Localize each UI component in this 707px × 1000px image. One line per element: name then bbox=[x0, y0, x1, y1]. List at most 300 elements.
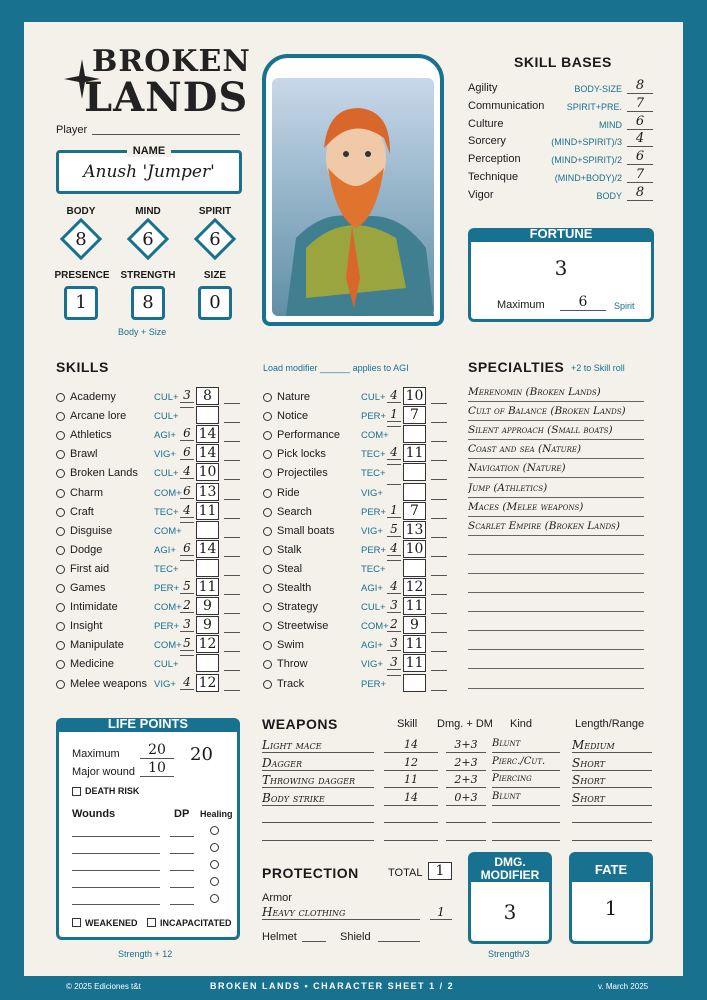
specialty-entry[interactable]: Coast and sea (Nature) bbox=[468, 443, 644, 459]
weapon-kind[interactable] bbox=[492, 808, 560, 823]
fortune-value[interactable]: 3 bbox=[554, 256, 568, 280]
healing-radio[interactable] bbox=[210, 877, 219, 886]
skill-mod[interactable] bbox=[387, 560, 401, 561]
skill-mod[interactable]: 4 bbox=[387, 579, 401, 594]
weapon-name[interactable]: Throwing dagger bbox=[262, 773, 374, 788]
skill-base: PER+ bbox=[154, 621, 180, 633]
specialty-entry[interactable]: Scarlet Empire (Broken Lands) bbox=[468, 520, 644, 536]
skill-value[interactable]: 10 bbox=[196, 463, 219, 481]
skill-base-value[interactable]: 7 bbox=[627, 167, 653, 183]
name-label: NAME bbox=[56, 145, 242, 157]
skill-extra-field[interactable] bbox=[431, 594, 447, 595]
skill-name: Games bbox=[70, 582, 106, 594]
weapon-kind[interactable]: Piercing bbox=[492, 773, 560, 788]
dp-field[interactable] bbox=[170, 836, 194, 837]
skill-extra-field[interactable] bbox=[224, 594, 240, 595]
weapon-skill[interactable]: 14 bbox=[384, 738, 438, 753]
skill-name: Athletics bbox=[70, 429, 112, 442]
skill-value[interactable]: 12 bbox=[196, 674, 219, 692]
skill-mod[interactable]: 4 bbox=[387, 445, 401, 460]
skill-base-name: Communication bbox=[468, 99, 545, 112]
weapon-skill[interactable]: 11 bbox=[384, 773, 438, 788]
logo-line1: BROKEN bbox=[92, 44, 251, 79]
skill-value[interactable]: 11 bbox=[403, 654, 426, 672]
skill-extra-field[interactable] bbox=[431, 556, 447, 557]
weapon-skill[interactable] bbox=[384, 826, 438, 841]
skill-base-formula: MIND bbox=[599, 119, 622, 130]
wound-field[interactable] bbox=[72, 853, 160, 854]
specialty-entry[interactable]: Cult of Balance (Broken Lands) bbox=[468, 405, 644, 421]
skill-mod[interactable]: 2 bbox=[387, 617, 401, 632]
wound-field[interactable] bbox=[72, 870, 160, 871]
skill-extra-field[interactable] bbox=[224, 499, 240, 500]
weapon-dmg[interactable]: 0+3 bbox=[446, 791, 486, 806]
weapon-skill[interactable] bbox=[384, 808, 438, 823]
skill-mod[interactable]: 3 bbox=[387, 655, 401, 670]
lp-maximum-value[interactable]: 20 bbox=[140, 742, 174, 759]
wound-field[interactable] bbox=[72, 904, 160, 905]
weapon-dmg[interactable]: 2+3 bbox=[446, 756, 486, 771]
footer-version: v. March 2025 bbox=[598, 982, 649, 991]
size-label: SIZE bbox=[203, 270, 227, 281]
skill-extra-field[interactable] bbox=[224, 460, 240, 461]
specialty-entry[interactable] bbox=[468, 596, 644, 612]
skill-base: CUL+ bbox=[154, 468, 179, 480]
weapon-name[interactable] bbox=[262, 826, 374, 841]
skill-extra-field[interactable] bbox=[224, 690, 240, 691]
healing-radio[interactable] bbox=[210, 894, 219, 903]
skill-extra-field[interactable] bbox=[224, 537, 240, 538]
weapon-kind[interactable]: Blunt bbox=[492, 791, 560, 806]
skill-radio[interactable] bbox=[56, 489, 65, 498]
healing-radio[interactable] bbox=[210, 826, 219, 835]
skill-value[interactable]: 8 bbox=[196, 387, 219, 405]
skill-extra-field[interactable] bbox=[431, 651, 447, 652]
specialty-entry[interactable] bbox=[468, 673, 644, 689]
shield-label: Shield bbox=[340, 931, 371, 943]
skill-name: Medicine bbox=[70, 658, 115, 671]
specialties-note: +2 to Skill roll bbox=[571, 363, 625, 373]
helmet-field[interactable] bbox=[302, 941, 326, 942]
skill-radio[interactable] bbox=[263, 508, 272, 517]
skill-extra-field[interactable] bbox=[431, 441, 447, 442]
specialty-entry[interactable] bbox=[468, 577, 644, 593]
weapon-dmg[interactable]: 2+3 bbox=[446, 773, 486, 788]
weapon-range[interactable] bbox=[572, 808, 652, 823]
skill-extra-field[interactable] bbox=[224, 632, 240, 633]
skill-radio[interactable] bbox=[56, 527, 65, 536]
skill-radio[interactable] bbox=[263, 489, 272, 498]
skill-value[interactable]: 11 bbox=[403, 597, 426, 615]
wound-field[interactable] bbox=[72, 836, 160, 837]
weapon-range[interactable]: Short bbox=[572, 756, 652, 771]
healing-radio[interactable] bbox=[210, 843, 219, 852]
body-value[interactable]: 8 bbox=[75, 229, 87, 250]
skill-name: Charm bbox=[70, 486, 104, 499]
skill-value[interactable] bbox=[403, 483, 426, 501]
weapon-kind[interactable]: Pierc./Cut. bbox=[492, 756, 560, 771]
skill-base-value[interactable]: 8 bbox=[627, 78, 653, 94]
skill-mod[interactable]: 1 bbox=[387, 407, 401, 422]
skill-value[interactable]: 11 bbox=[196, 502, 219, 520]
fate-value[interactable]: 1 bbox=[604, 896, 618, 920]
weapon-name[interactable]: Light mace bbox=[262, 738, 374, 753]
skill-value[interactable]: 10 bbox=[403, 387, 426, 405]
skill-radio[interactable] bbox=[56, 393, 65, 402]
fortune-maximum-note: Spirit bbox=[614, 301, 635, 311]
skill-base-formula: (MIND+SPIRIT)/3 bbox=[551, 137, 622, 148]
dmg-modifier-note: Strength/3 bbox=[488, 949, 530, 959]
skill-base: PER+ bbox=[361, 544, 387, 556]
skill-radio[interactable] bbox=[56, 584, 65, 593]
skill-value[interactable]: 7 bbox=[403, 502, 426, 520]
strength-value[interactable]: 8 bbox=[142, 292, 154, 313]
skill-value[interactable] bbox=[403, 425, 426, 443]
fortune-maximum-value[interactable]: 6 bbox=[560, 294, 606, 311]
skill-name: Swim bbox=[277, 639, 304, 652]
specialty-entry[interactable] bbox=[468, 558, 644, 574]
skill-value[interactable]: 11 bbox=[403, 444, 426, 462]
weakened-checkbox[interactable] bbox=[72, 918, 81, 927]
skill-extra-field[interactable] bbox=[431, 613, 447, 614]
skill-radio[interactable] bbox=[263, 584, 272, 593]
player-field[interactable] bbox=[92, 134, 240, 135]
skill-extra-field[interactable] bbox=[431, 422, 447, 423]
skill-name: Small boats bbox=[277, 524, 335, 537]
skill-value[interactable] bbox=[196, 654, 219, 672]
weapon-range[interactable]: Short bbox=[572, 773, 652, 788]
lp-major-wound-value[interactable]: 10 bbox=[140, 760, 174, 777]
weapon-kind[interactable] bbox=[492, 826, 560, 841]
skill-base: TEC+ bbox=[154, 563, 179, 575]
skill-extra-field[interactable] bbox=[431, 537, 447, 538]
skill-base: CUL+ bbox=[361, 392, 386, 403]
weapon-range[interactable]: Medium bbox=[572, 738, 652, 753]
skill-base-name: Technique bbox=[468, 171, 519, 183]
skill-mod[interactable]: 5 bbox=[180, 636, 194, 651]
skill-extra-field[interactable] bbox=[224, 403, 240, 404]
lp-maximum-label: Maximum bbox=[72, 748, 120, 760]
skill-mod[interactable]: 4 bbox=[387, 388, 401, 403]
spirit-value[interactable]: 6 bbox=[209, 229, 221, 250]
skill-name: Broken Lands bbox=[70, 467, 138, 480]
skill-mod[interactable]: 5 bbox=[387, 522, 401, 537]
skill-mod[interactable]: 2 bbox=[180, 598, 194, 613]
dp-field[interactable] bbox=[170, 853, 194, 854]
weapons-header-kind: Kind bbox=[510, 718, 533, 730]
weapon-skill[interactable]: 12 bbox=[384, 756, 438, 771]
skill-value[interactable]: 9 bbox=[196, 597, 219, 615]
skill-value[interactable]: 12 bbox=[403, 578, 426, 596]
weapon-dmg[interactable] bbox=[446, 808, 486, 823]
skill-base: VIG+ bbox=[154, 678, 176, 690]
skill-base-value[interactable]: 7 bbox=[627, 96, 653, 112]
weapon-name[interactable]: Dagger bbox=[262, 756, 374, 771]
skill-extra-field[interactable] bbox=[224, 422, 240, 423]
skill-base-name: Sorcery bbox=[468, 135, 506, 148]
armor-label: Armor bbox=[262, 892, 292, 904]
specialty-entry[interactable] bbox=[468, 615, 644, 631]
weapons-header-skill: Skill bbox=[397, 718, 418, 730]
skill-extra-field[interactable] bbox=[224, 575, 240, 576]
skill-base: AGI+ bbox=[154, 430, 176, 442]
skill-value[interactable] bbox=[403, 559, 426, 577]
skill-base-value[interactable]: 6 bbox=[627, 114, 653, 130]
skill-extra-field[interactable] bbox=[431, 403, 447, 404]
weapon-skill[interactable]: 14 bbox=[384, 791, 438, 806]
skill-mod[interactable]: 1 bbox=[387, 503, 401, 518]
lp-major-wound-label: Major wound bbox=[72, 766, 135, 778]
body-label: BODY bbox=[66, 206, 96, 217]
skill-base-name: Culture bbox=[468, 117, 504, 130]
fortune-title: FORTUNE bbox=[529, 226, 593, 241]
specialty-entry[interactable] bbox=[468, 634, 644, 650]
skill-value[interactable] bbox=[196, 521, 219, 539]
armor-value[interactable]: Heavy clothing bbox=[262, 905, 420, 920]
specialty-entry[interactable]: Silent approach (Small boats) bbox=[468, 424, 644, 440]
logo bbox=[62, 44, 251, 121]
skill-mod[interactable]: 6 bbox=[180, 445, 194, 460]
skill-mod[interactable]: 6 bbox=[180, 541, 194, 556]
skill-value[interactable]: 13 bbox=[196, 483, 219, 501]
skill-base: AGI+ bbox=[361, 583, 383, 594]
incapacitated-label: INCAPACITATED bbox=[160, 918, 232, 928]
skill-value[interactable] bbox=[196, 559, 219, 577]
skill-name: Steal bbox=[277, 562, 303, 575]
name-value[interactable]: Anush 'Jumper' bbox=[83, 162, 215, 182]
wound-field[interactable] bbox=[72, 887, 160, 888]
skill-mod[interactable] bbox=[387, 484, 401, 485]
skill-base: VIG+ bbox=[361, 487, 383, 499]
protection-total-value[interactable]: 1 bbox=[428, 862, 452, 880]
skill-extra-field[interactable] bbox=[431, 499, 447, 500]
skill-value[interactable] bbox=[403, 463, 426, 481]
life-points-note: Strength + 12 bbox=[118, 949, 173, 959]
skill-radio[interactable] bbox=[56, 680, 65, 689]
protection-total-label: TOTAL bbox=[388, 867, 423, 879]
skill-mod[interactable] bbox=[387, 426, 401, 427]
skill-name: Disguise bbox=[70, 524, 113, 537]
skill-value[interactable] bbox=[196, 406, 219, 424]
dmg-modifier-title-line1: DMG. bbox=[494, 855, 526, 869]
weakened-label: WEAKENED bbox=[85, 918, 138, 928]
skill-value[interactable]: 14 bbox=[196, 540, 219, 558]
skill-mod[interactable] bbox=[180, 560, 194, 561]
skill-mod[interactable]: 6 bbox=[180, 426, 194, 441]
skill-mod[interactable]: 3 bbox=[387, 598, 401, 613]
skill-extra-field[interactable] bbox=[224, 479, 240, 480]
footer-copyright: © 2025 Ediciones t&t bbox=[66, 982, 141, 991]
skill-mod[interactable] bbox=[180, 655, 194, 656]
skill-extra-field[interactable] bbox=[224, 670, 240, 671]
skill-name: First aid bbox=[70, 562, 110, 575]
skill-base-formula: SPIRIT+PRE. bbox=[566, 101, 622, 112]
skill-extra-field[interactable] bbox=[431, 632, 447, 633]
skill-base-value[interactable]: 6 bbox=[627, 149, 653, 165]
skill-extra-field[interactable] bbox=[431, 690, 447, 691]
specialty-entry[interactable]: Navigation (Nature) bbox=[468, 462, 644, 478]
skill-base-formula: (MIND+SPIRIT)/2 bbox=[551, 155, 622, 166]
skill-mod[interactable]: 4 bbox=[180, 464, 194, 479]
skill-extra-field[interactable] bbox=[224, 518, 240, 519]
skill-base: TEC+ bbox=[361, 468, 386, 480]
skill-mod[interactable]: 5 bbox=[180, 579, 194, 594]
specialty-entry[interactable]: Maces (Melee weapons) bbox=[468, 501, 644, 517]
skill-radio[interactable] bbox=[56, 546, 65, 555]
skill-radio[interactable] bbox=[263, 527, 272, 536]
protection-title: PROTECTION bbox=[262, 865, 359, 881]
skill-base: PER+ bbox=[154, 583, 180, 594]
skill-value[interactable]: 12 bbox=[196, 635, 219, 653]
skill-name: Insight bbox=[70, 620, 103, 633]
weapons-title: WEAPONS bbox=[262, 716, 338, 732]
skill-name: Notice bbox=[277, 410, 309, 423]
portrait-frame bbox=[262, 54, 444, 326]
weapon-dmg[interactable]: 3+3 bbox=[446, 738, 486, 753]
presence-value[interactable]: 1 bbox=[75, 292, 87, 313]
specialty-entry[interactable] bbox=[468, 653, 644, 669]
skill-name: Melee weapons bbox=[70, 677, 148, 690]
skill-extra-field[interactable] bbox=[431, 460, 447, 461]
weapon-name[interactable]: Body strike bbox=[262, 791, 374, 806]
skill-name: Strategy bbox=[277, 601, 318, 614]
size-value[interactable]: 0 bbox=[209, 292, 221, 313]
dmg-modifier-value[interactable]: 3 bbox=[503, 900, 517, 924]
skill-mod[interactable]: 3 bbox=[180, 388, 194, 403]
skill-value[interactable] bbox=[403, 674, 426, 692]
spirit-label: SPIRIT bbox=[198, 206, 232, 217]
skill-extra-field[interactable] bbox=[224, 441, 240, 442]
skill-value[interactable]: 9 bbox=[403, 616, 426, 634]
helmet-label: Helmet bbox=[262, 931, 297, 943]
skill-mod[interactable]: 3 bbox=[180, 617, 194, 632]
skill-base: CUL+ bbox=[361, 602, 386, 614]
skill-radio[interactable] bbox=[263, 680, 272, 689]
skill-base: AGI+ bbox=[154, 544, 176, 556]
skill-extra-field[interactable] bbox=[431, 670, 447, 671]
skill-base: COM+ bbox=[361, 430, 389, 442]
skill-mod[interactable] bbox=[387, 675, 401, 676]
strength-label: STRENGTH bbox=[120, 270, 176, 281]
player-label: Player bbox=[56, 124, 88, 136]
skill-base-value[interactable]: 8 bbox=[627, 185, 653, 201]
skill-value[interactable]: 10 bbox=[403, 540, 426, 558]
weapon-range[interactable] bbox=[572, 826, 652, 841]
skill-value[interactable]: 14 bbox=[196, 444, 219, 462]
skill-base-name: Perception bbox=[468, 153, 521, 166]
skill-base: AGI+ bbox=[361, 640, 383, 652]
skill-name: Intimidate bbox=[70, 601, 118, 614]
skill-mod[interactable] bbox=[180, 522, 194, 523]
weapons-header-range: Length/Range bbox=[575, 718, 645, 730]
skills-title: SKILLS bbox=[56, 359, 109, 375]
skill-mod[interactable] bbox=[180, 407, 194, 408]
skill-radio[interactable] bbox=[263, 393, 272, 402]
specialty-entry[interactable]: Jump (Athletics) bbox=[468, 482, 644, 498]
skill-mod[interactable]: 4 bbox=[387, 541, 401, 556]
footer-sheet: BROKEN LANDS • CHARACTER SHEET 1 / 2 bbox=[210, 981, 455, 991]
skill-name: Throw bbox=[277, 658, 308, 671]
skill-base-name: Agility bbox=[468, 82, 498, 94]
lp-current-value[interactable]: 20 bbox=[190, 744, 213, 765]
death-risk-label: DEATH RISK bbox=[85, 786, 140, 796]
death-risk-checkbox[interactable] bbox=[72, 787, 81, 796]
skill-base: PER+ bbox=[361, 411, 387, 423]
skill-mod[interactable]: 4 bbox=[180, 503, 194, 518]
skill-name: Streetwise bbox=[277, 620, 329, 633]
skill-value[interactable]: 11 bbox=[403, 635, 426, 653]
weapon-dmg[interactable] bbox=[446, 826, 486, 841]
skill-value[interactable]: 7 bbox=[403, 406, 426, 424]
skill-mod[interactable]: 6 bbox=[180, 484, 194, 499]
size-note: Body + Size bbox=[118, 327, 167, 337]
weapon-range[interactable]: Short bbox=[572, 791, 652, 806]
dp-field[interactable] bbox=[170, 904, 194, 905]
armor-points[interactable]: 1 bbox=[430, 905, 452, 920]
skill-base-value[interactable]: 4 bbox=[627, 131, 653, 147]
skill-base: COM+ bbox=[154, 602, 182, 614]
weapons-header-dmg: Dmg. + DM bbox=[437, 718, 493, 730]
skill-mod[interactable]: 3 bbox=[387, 636, 401, 651]
skill-base: PER+ bbox=[361, 506, 387, 518]
life-points-title: LIFE POINTS bbox=[107, 716, 189, 731]
skill-mod[interactable] bbox=[387, 464, 401, 465]
weapon-kind[interactable]: Blunt bbox=[492, 738, 560, 753]
load-modifier-note: Load modifier ______ applies to AGI bbox=[263, 363, 409, 373]
skill-name: Manipulate bbox=[70, 639, 124, 652]
skill-base: COM+ bbox=[154, 640, 182, 652]
weapon-name[interactable] bbox=[262, 808, 374, 823]
skill-value[interactable]: 9 bbox=[196, 616, 219, 634]
skill-base: VIG+ bbox=[361, 659, 383, 671]
skill-name: Performance bbox=[277, 429, 340, 442]
skill-base: TEC+ bbox=[361, 449, 386, 461]
mind-value[interactable]: 6 bbox=[142, 229, 154, 250]
skill-base: COM+ bbox=[154, 487, 182, 499]
skill-base: TEC+ bbox=[361, 563, 386, 575]
skill-extra-field[interactable] bbox=[224, 556, 240, 557]
skill-name: Brawl bbox=[70, 448, 98, 461]
skill-base-formula: (MIND+BODY)/2 bbox=[554, 173, 622, 183]
skill-extra-field[interactable] bbox=[224, 651, 240, 652]
incapacitated-checkbox[interactable] bbox=[147, 918, 156, 927]
specialty-entry[interactable] bbox=[468, 539, 644, 555]
skill-extra-field[interactable] bbox=[431, 479, 447, 480]
skill-radio[interactable] bbox=[56, 565, 65, 574]
skill-value[interactable]: 14 bbox=[196, 425, 219, 443]
shield-field[interactable] bbox=[378, 941, 420, 942]
skill-extra-field[interactable] bbox=[431, 518, 447, 519]
dmg-modifier-title-line2: MODIFIER bbox=[480, 868, 540, 882]
healing-radio[interactable] bbox=[210, 860, 219, 869]
skill-value[interactable]: 11 bbox=[196, 578, 219, 596]
skill-radio[interactable] bbox=[263, 565, 272, 574]
logo-line2: LANDS bbox=[84, 74, 249, 121]
dp-field[interactable] bbox=[170, 887, 194, 888]
skill-value[interactable]: 13 bbox=[403, 521, 426, 539]
dp-label: DP bbox=[174, 808, 190, 820]
specialty-entry[interactable]: Merenomin (Broken Lands) bbox=[468, 386, 644, 402]
skill-extra-field[interactable] bbox=[224, 613, 240, 614]
skill-name: Arcane lore bbox=[70, 410, 127, 423]
skill-base: VIG+ bbox=[154, 449, 176, 461]
skill-mod[interactable]: 4 bbox=[180, 675, 194, 690]
skill-extra-field[interactable] bbox=[431, 575, 447, 576]
dp-field[interactable] bbox=[170, 870, 194, 871]
skill-radio[interactable] bbox=[263, 546, 272, 555]
skill-base-formula: BODY bbox=[596, 190, 622, 201]
skill-radio[interactable] bbox=[56, 508, 65, 517]
